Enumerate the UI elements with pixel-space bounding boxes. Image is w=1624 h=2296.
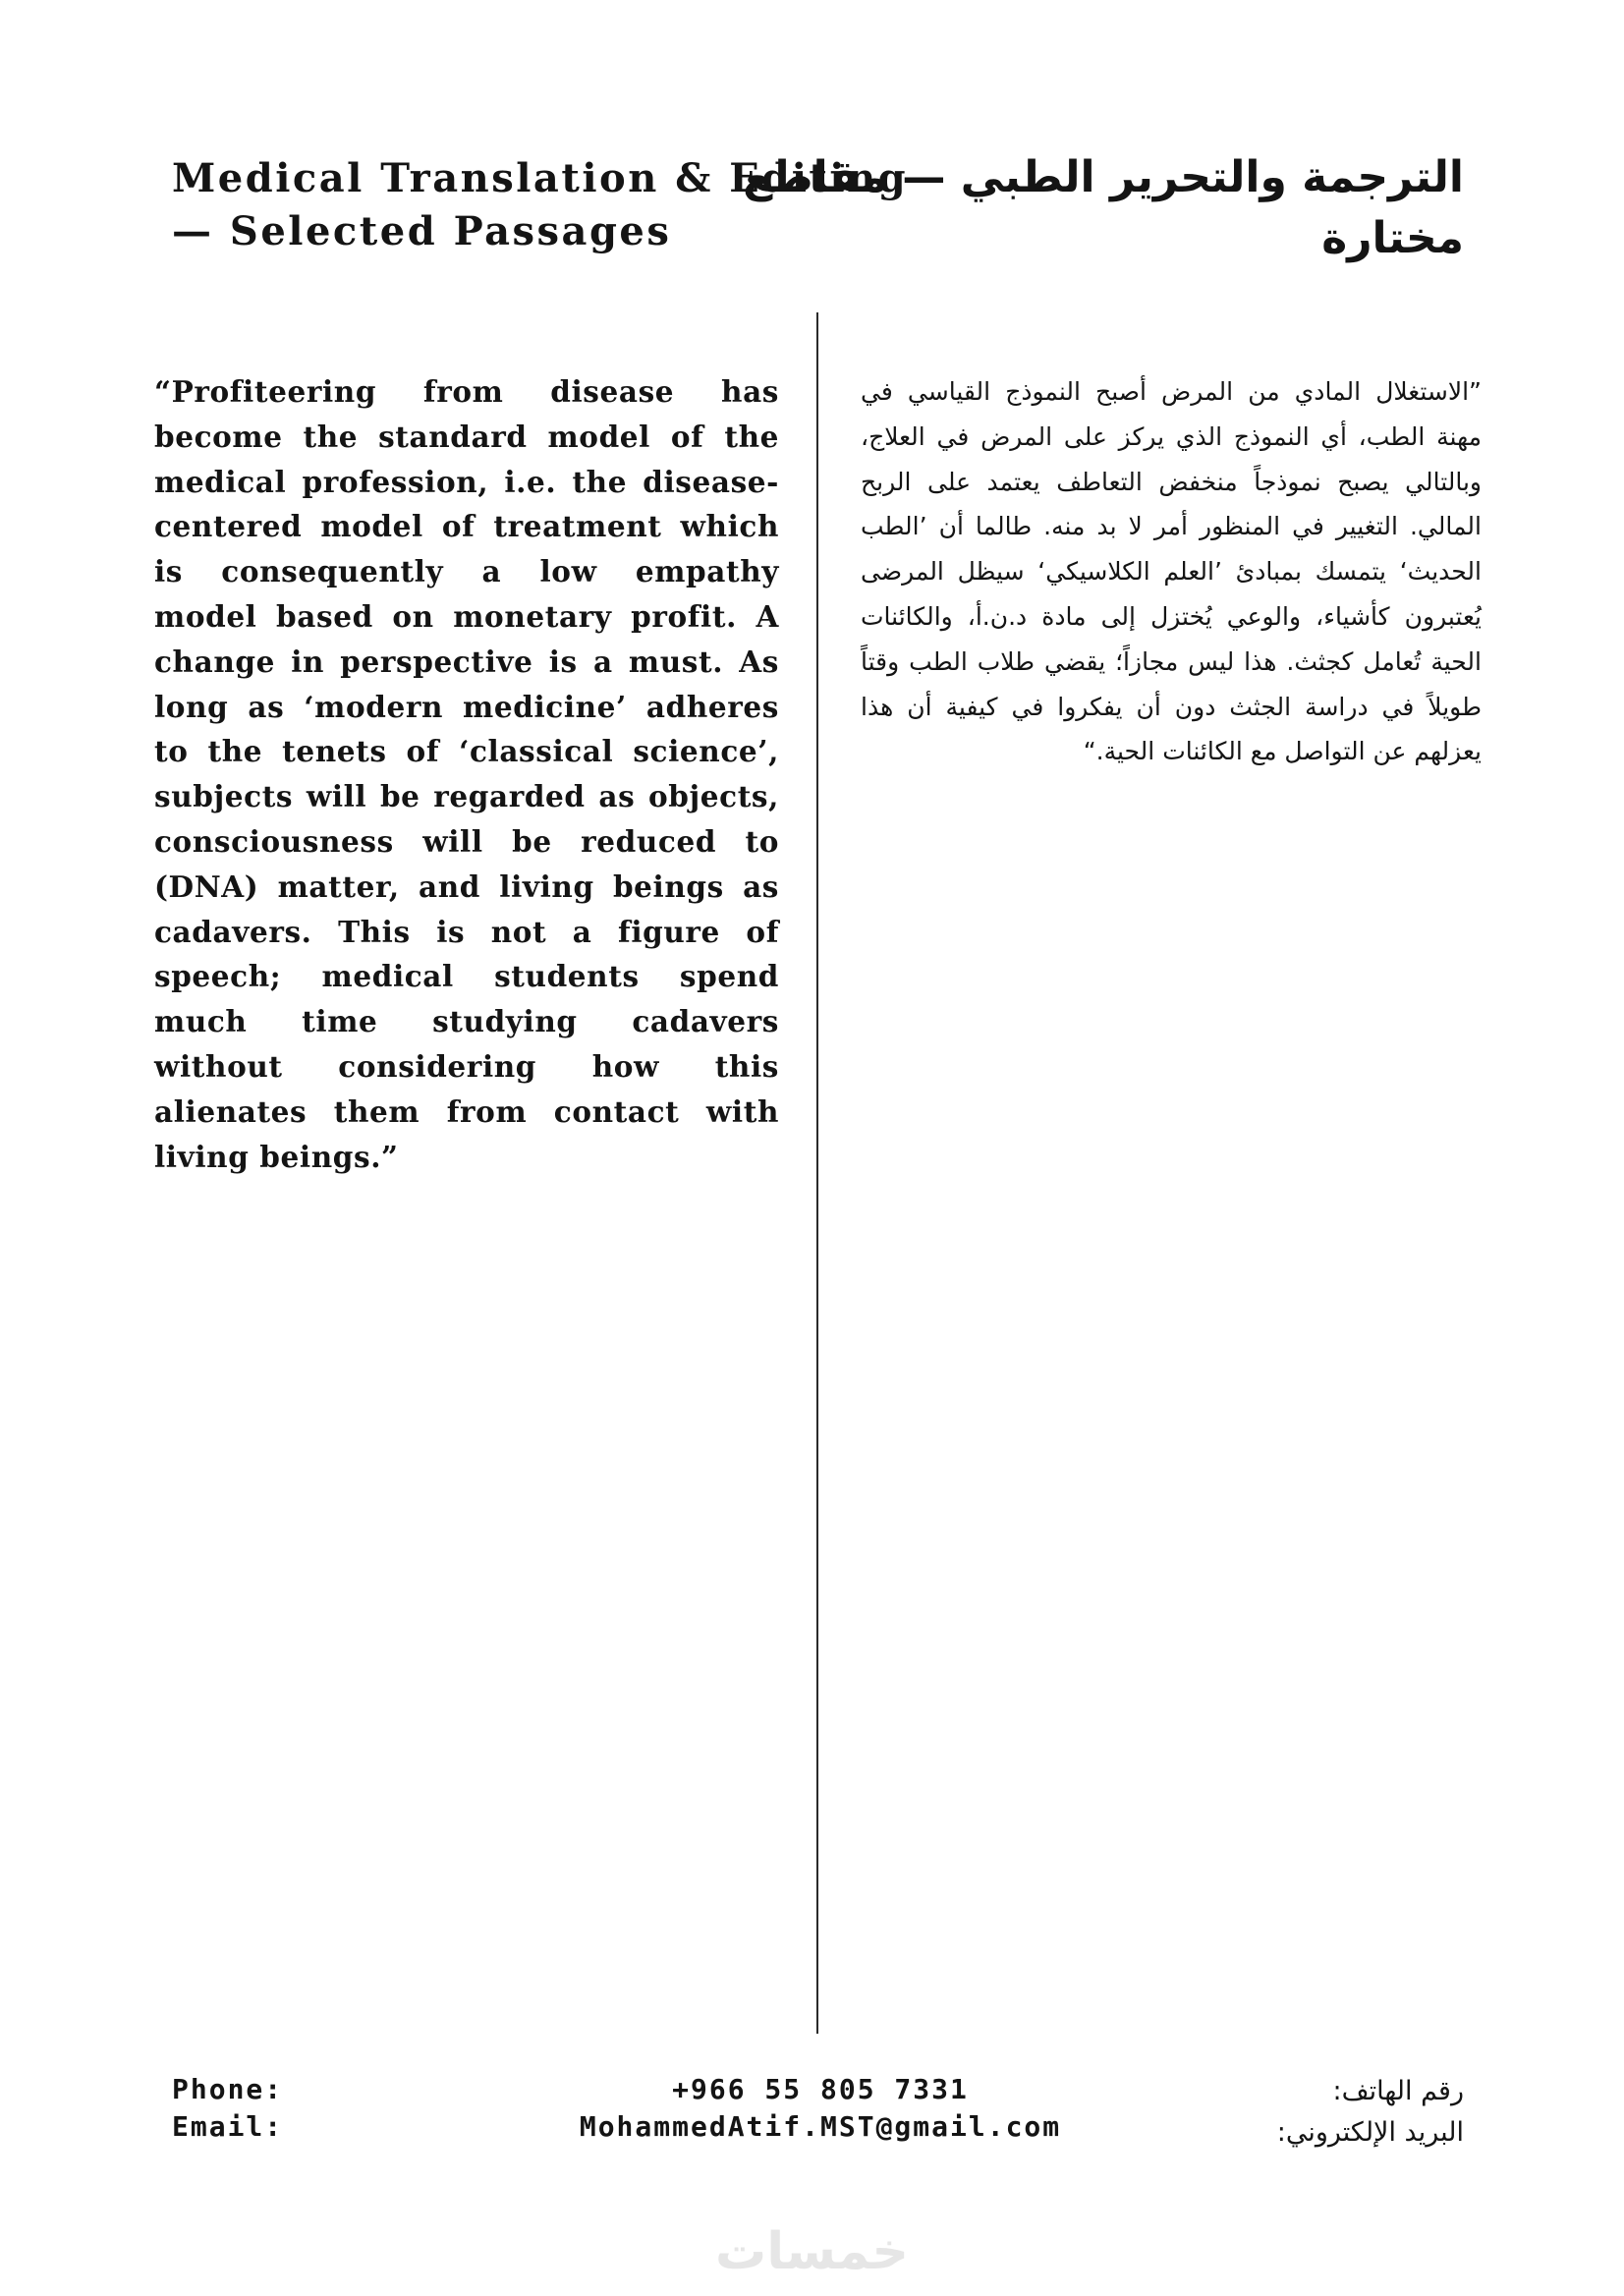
page-title-arabic: الترجمة والتحرير الطبي — مقاطع مختارة — [743, 152, 1464, 263]
contact-values — [531, 2071, 1110, 2146]
phone-number[interactable]: +966 55 805 7331 — [672, 2073, 969, 2105]
email-label-english: Email: — [172, 2110, 284, 2143]
phone-label-english: Phone: — [172, 2073, 284, 2105]
contact-labels-arabic — [1149, 2071, 1464, 2154]
contact-labels-english — [172, 2071, 283, 2146]
passage-arabic: ”الاستغلال المادي من المرض أصبح النموذج القياسي في مهنة الطب، أي النموذج الذي يركز على المرض في العلاج، وبالتالي يصبح نموذجاً منخفض التعاطف يعتمد على الربح المالي. التغيير في المنظور أمر لا بد منه. طالما أن ’الطب الحديث‘ يتمسك بمبادئ ’العلم الكلاسيكي‘ سيظل المرضى يُعتبرون كأشياء، والوعي يُختزل إلى مادة د.ن.أ، والكائنات الحية تُعامل كجثث. هذا ليس مجازاً؛ يقضي طلاب الطب وقتاً طويلاً في دراسة الجثث دون أن يفكروا في كيفية أن هذا يعزلهم عن التواصل مع الكائنات الحية.“ — [861, 377, 1482, 766]
watermark-logo: خمسات — [714, 2222, 910, 2281]
email-label-arabic: البريد الإلكتروني: — [1276, 2117, 1464, 2148]
passage-english: “Profiteering from disease has become the standard model of the medical profession, i.e. the disease-centered model of treatment which is consequently a low empathy model based on monetary profit. A change in perspective is a must. As long as ‘modern medicine’ adheres to the tenets of ‘classical science’, subjects will be regarded as objects, consciousness will be reduced to (DNA) matter, and living beings as cadavers. This is not a figure of speech; medical students spend much time studying cadavers without considering how this alienates them from contact with living beings.” — [154, 374, 779, 1174]
email-address[interactable]: MohammedAtif.MST@gmail.com — [579, 2110, 1062, 2143]
phone-label-arabic: رقم الهاتف: — [1332, 2076, 1464, 2106]
column-divider — [816, 312, 818, 2034]
page-title-english: Medical Translation & Editing — Selected Passages — [172, 155, 909, 254]
